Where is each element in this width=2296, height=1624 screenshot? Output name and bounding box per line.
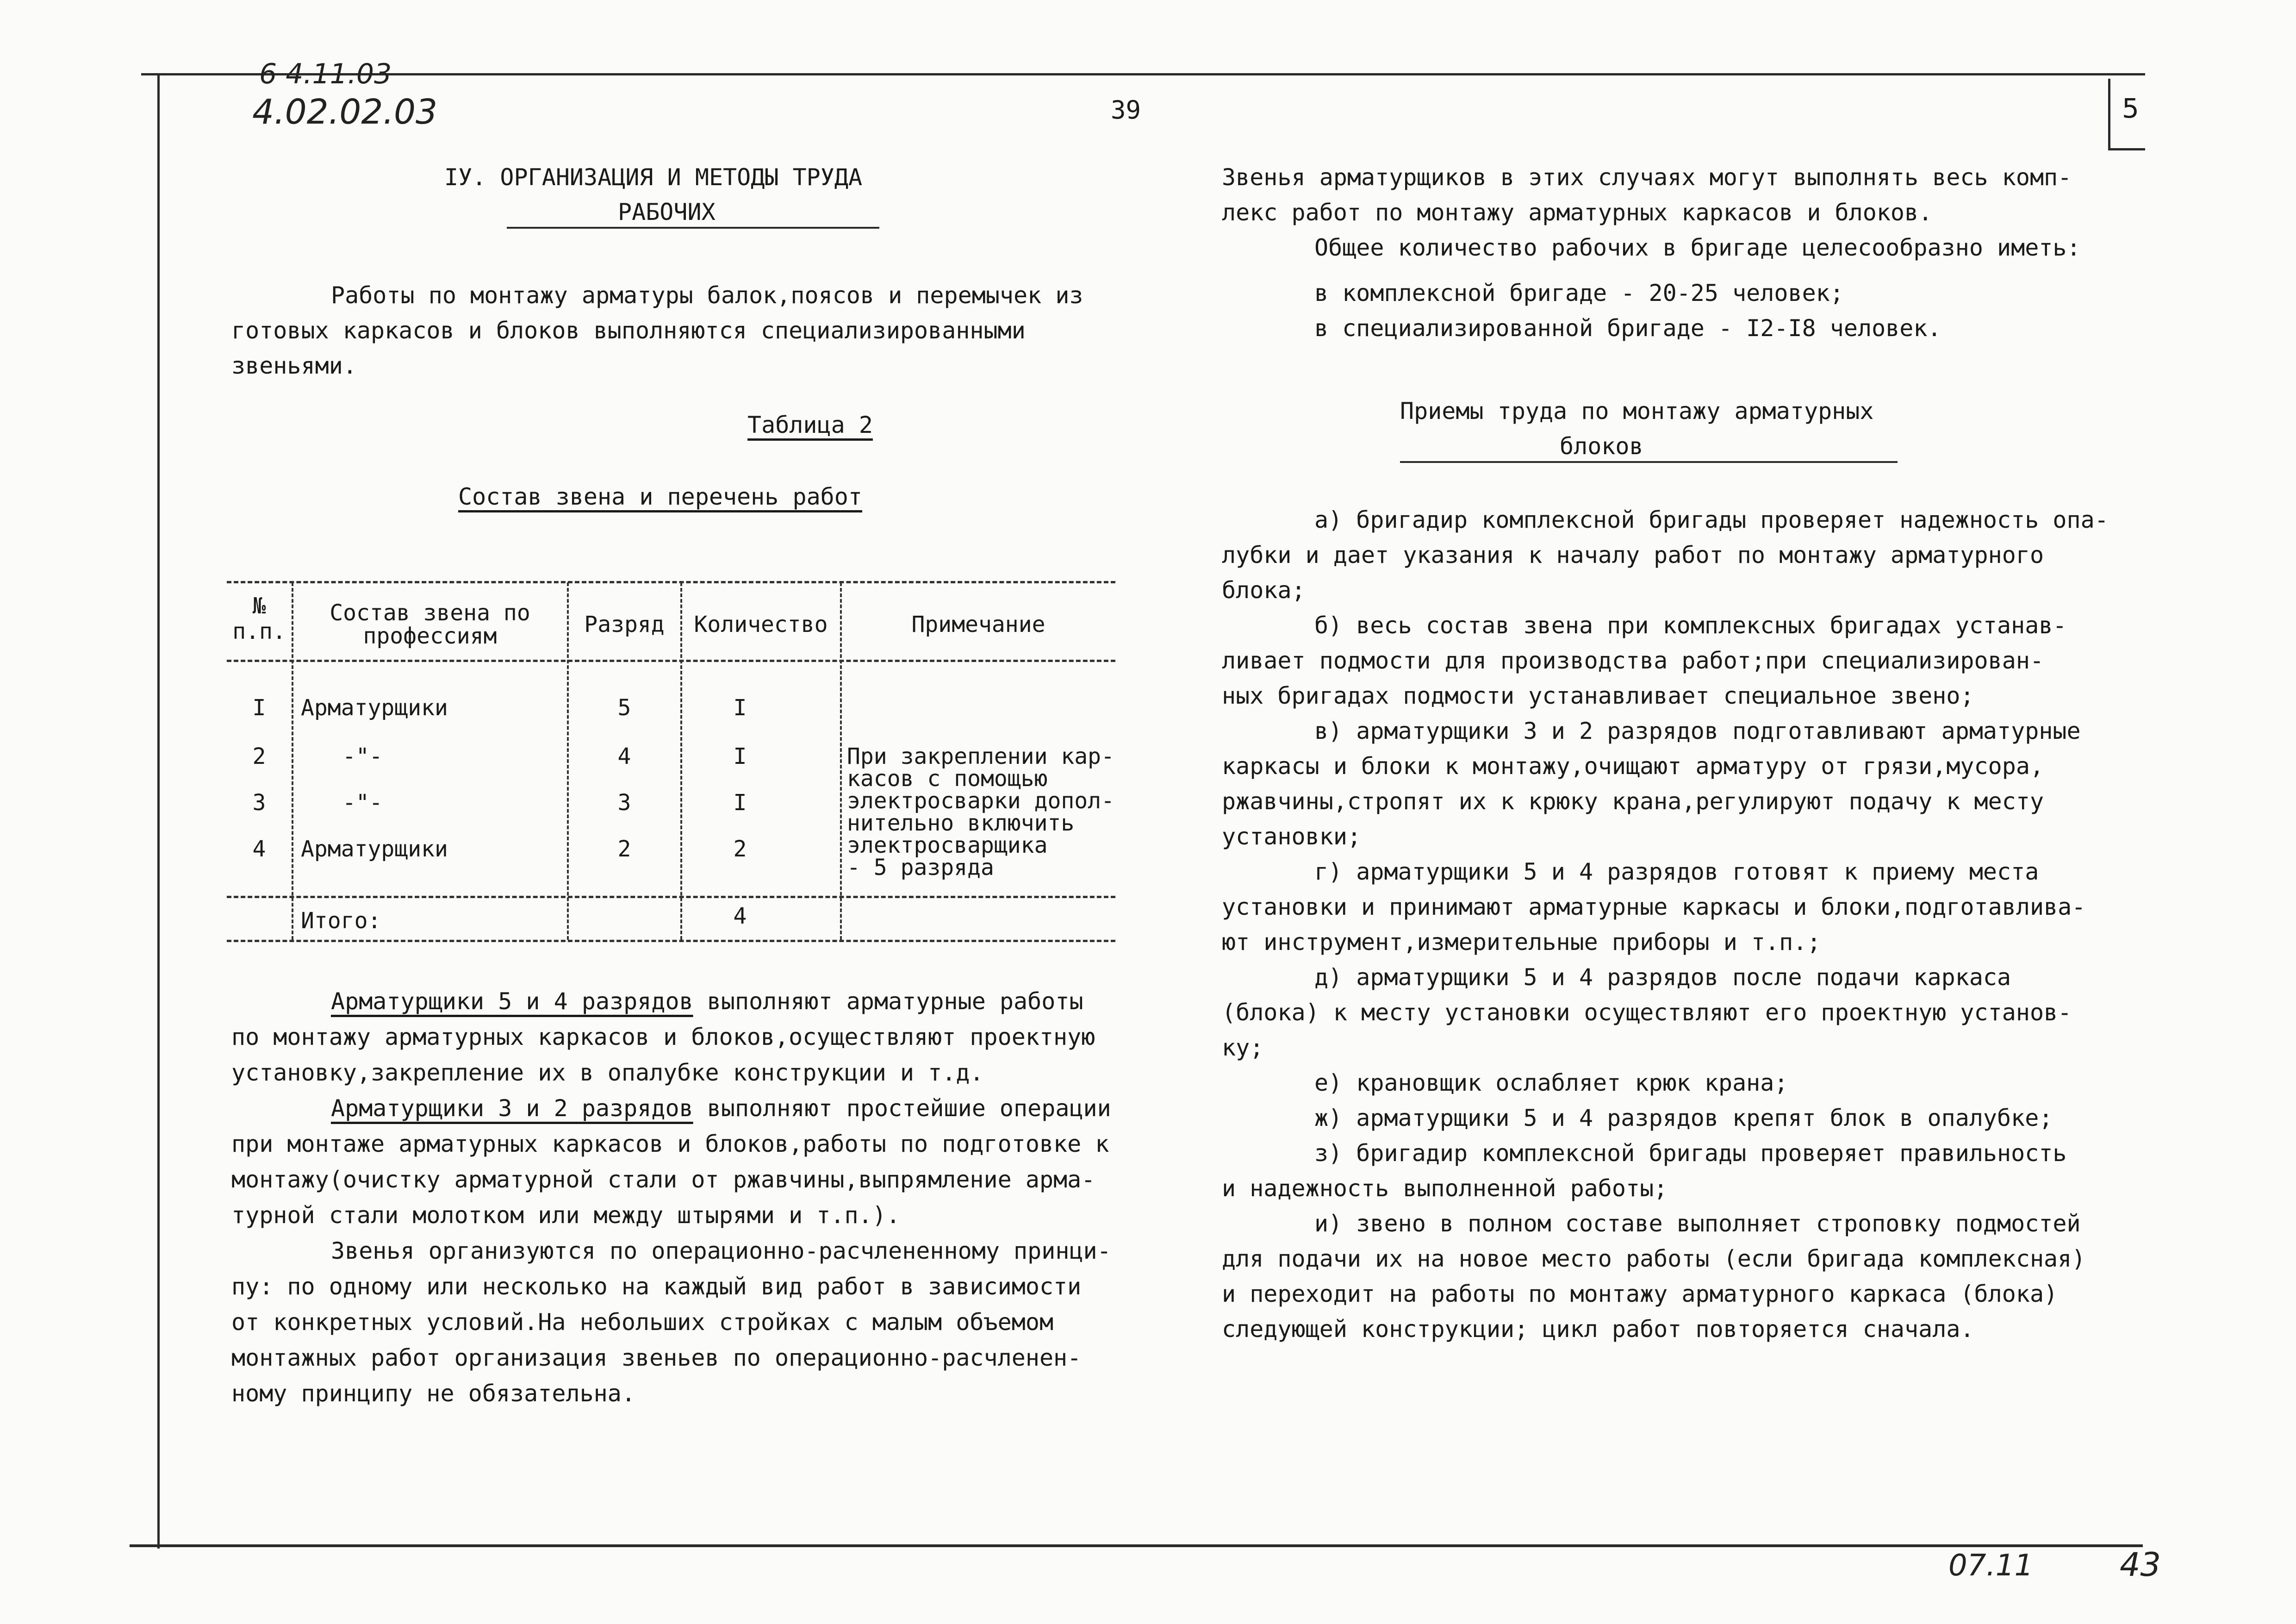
frame-top-border [141, 73, 2145, 75]
right-line: лекс работ по монтажу арматурных каркасов и блоков. [1222, 199, 1933, 226]
subsection-heading: Приемы труда по монтажу арматурных [1400, 398, 1874, 425]
page-number: 39 [1111, 95, 1141, 125]
footer-page-number: 43 [2120, 1546, 2161, 1584]
paragraph-line: при монтаже арматурных каркасов и блоков,работы по подготовке к [231, 1131, 1109, 1157]
step-line: лубки и дает указания к началу работ по монтажу арматурного [1222, 542, 2044, 568]
paragraph-line: по монтажу арматурных каркасов и блоков,осуществляют проектную [231, 1024, 1095, 1050]
step-line: в) арматурщики 3 и 2 разрядов подготавливают арматурные [1314, 718, 2081, 744]
step-line: б) весь состав звена при комплексных бригадах устанав- [1314, 612, 2067, 639]
step-line: и надежность выполненной работы; [1222, 1175, 1668, 1202]
header-count: Количество [694, 612, 828, 637]
sheet-number: 5 [2122, 93, 2139, 124]
intro-line: звеньями. [231, 352, 357, 379]
row-rank: 3 [617, 790, 631, 816]
table-title: Состав звена и перечень работ [458, 483, 862, 510]
step-line: и переходит на работы по монтажу арматурного каркаса (блока) [1222, 1280, 2058, 1307]
heading-underline [507, 227, 879, 229]
row-num: 3 [252, 790, 266, 816]
stamp-code: 4.02.02.03 [252, 92, 438, 132]
table-divider [840, 582, 842, 940]
step-line: установки; [1222, 823, 1362, 850]
right-line: в специализированной бригаде - I2-I8 человек. [1314, 315, 1941, 342]
row-count: I [733, 790, 747, 816]
step-line: для подачи их на новое место работы (если бригада комплексная) [1222, 1245, 2086, 1272]
right-line: в комплексной бригаде - 20-25 человек; [1314, 280, 1844, 306]
right-line: Общее количество рабочих в бригаде целесообразно иметь: [1314, 234, 2081, 261]
step-line: а) бригадир комплексной бригады проверяет надежность опа- [1314, 506, 2109, 533]
note-line: электросварщика [847, 832, 1048, 858]
row-count: I [733, 695, 747, 721]
row-rank: 2 [617, 836, 631, 862]
frame-bottom-border [130, 1544, 2143, 1547]
row-rank: 4 [617, 743, 631, 769]
header-composition-line2: профессиям [363, 623, 497, 649]
step-line: (блока) к месту установки осуществляют его проектную установ- [1222, 999, 2072, 1026]
step-line: ку; [1222, 1034, 1264, 1061]
note-line: электросварки допол- [847, 788, 1114, 814]
subsection-underline [1400, 461, 1898, 463]
header-rank: Разряд [584, 612, 665, 637]
right-line: Звенья арматурщиков в этих случаях могут выполнять весь комп- [1222, 164, 2072, 191]
paragraph-lead: Арматурщики 5 и 4 разрядов выполняют арматурные работы [331, 988, 1083, 1015]
step-line: ют инструмент,измерительные приборы и т.п.; [1222, 929, 1821, 956]
section-heading-line2: РАБОЧИХ [618, 199, 716, 225]
paragraph-line: турной стали молотком или между штырями и т.п.). [231, 1202, 900, 1229]
row-num: 4 [252, 836, 266, 862]
note-line: - 5 разряда [847, 855, 994, 881]
table-label: Таблица 2 [747, 412, 873, 438]
header-num: № [252, 593, 266, 619]
note-line: нительно включить [847, 810, 1075, 836]
note-line: При закреплении кар- [847, 743, 1114, 769]
step-line: ж) арматурщики 5 и 4 разрядов крепят блок в опалубке; [1314, 1105, 2053, 1131]
total-label: Итого: [301, 908, 381, 934]
row-num: 2 [252, 743, 266, 769]
row-composition: Арматурщики [301, 836, 448, 862]
step-line: з) бригадир комплексной бригады проверяет правильность [1314, 1140, 2067, 1167]
step-line: и) звено в полном составе выполняет строповку подмостей [1314, 1210, 2081, 1237]
intro-line: Работы по монтажу арматуры балок,поясов и перемычек из [331, 282, 1083, 309]
intro-line: готовых каркасов и блоков выполняются специализированными [231, 317, 1026, 344]
step-line: установки и принимают арматурные каркасы и блоки,подготавлива- [1222, 893, 2086, 920]
paragraph-line: Звенья организуются по операционно-расчлененному принци- [331, 1237, 1111, 1264]
row-count: 2 [733, 836, 747, 862]
paragraph-line: монтажных работ организация звеньев по операционно-расчленен- [231, 1344, 1082, 1371]
step-line: ливает подмости для производства работ;при специализирован- [1222, 647, 2044, 674]
header-num-line2: п.п. [232, 618, 286, 644]
step-line: каркасы и блоки к монтажу,очищают арматуру от грязи,мусора, [1222, 753, 2044, 780]
step-line: блока; [1222, 577, 1306, 604]
step-line: д) арматурщики 5 и 4 разрядов после подачи каркаса [1314, 964, 2011, 991]
row-count: I [733, 743, 747, 769]
paragraph-lead: Арматурщики 3 и 2 разрядов выполняют простейшие операции [331, 1095, 1111, 1122]
row-composition: -"- [342, 743, 383, 769]
row-num: I [252, 695, 266, 721]
section-heading: IУ. ОРГАНИЗАЦИЯ И МЕТОДЫ ТРУДА [444, 164, 863, 191]
table-rule-bottom [227, 940, 1115, 942]
table-rule-header [227, 660, 1115, 662]
step-line: е) крановщик ослабляет крюк крана; [1314, 1069, 1788, 1096]
step-line: ржавчины,стропят их к крюку крана,регулируют подачу к месту [1222, 788, 2044, 815]
step-line: г) арматурщики 5 и 4 разрядов готовят к приему места [1314, 858, 2039, 885]
table-rule-top [227, 581, 1115, 583]
table-rule-total [227, 896, 1115, 898]
frame-left-border [157, 74, 160, 1549]
header-composition: Состав звена по [330, 600, 530, 626]
row-rank: 5 [617, 695, 631, 721]
row-composition: -"- [342, 790, 383, 816]
paragraph-line: установку,закрепление их в опалубке конструкции и т.д. [231, 1059, 984, 1086]
note-line: касов с помощью [847, 766, 1048, 792]
paragraph-line: монтажу(очистку арматурной стали от ржавчины,выпрямление арма- [231, 1166, 1095, 1193]
step-line: следующей конструкции; цикл работ повторяется сначала. [1222, 1316, 1974, 1343]
stamp-code-top: 6 4.11.03 [259, 58, 392, 90]
total-count: 4 [733, 903, 747, 929]
footer-code: 07.11 [1948, 1549, 2034, 1583]
row-composition: Арматурщики [301, 695, 448, 721]
paragraph-line: от конкретных условий.На небольших стройках с малым объемом [231, 1309, 1054, 1336]
step-line: ных бригадах подмости устанавливает специальное звено; [1222, 682, 1974, 709]
paragraph-line: ному принципу не обязательна. [231, 1380, 635, 1407]
header-note: Примечание [911, 612, 1045, 637]
paragraph-line: пу: по одному или несколько на каждый вид работ в зависимости [231, 1273, 1082, 1300]
subsection-heading-line2: блоков [1560, 433, 1643, 460]
